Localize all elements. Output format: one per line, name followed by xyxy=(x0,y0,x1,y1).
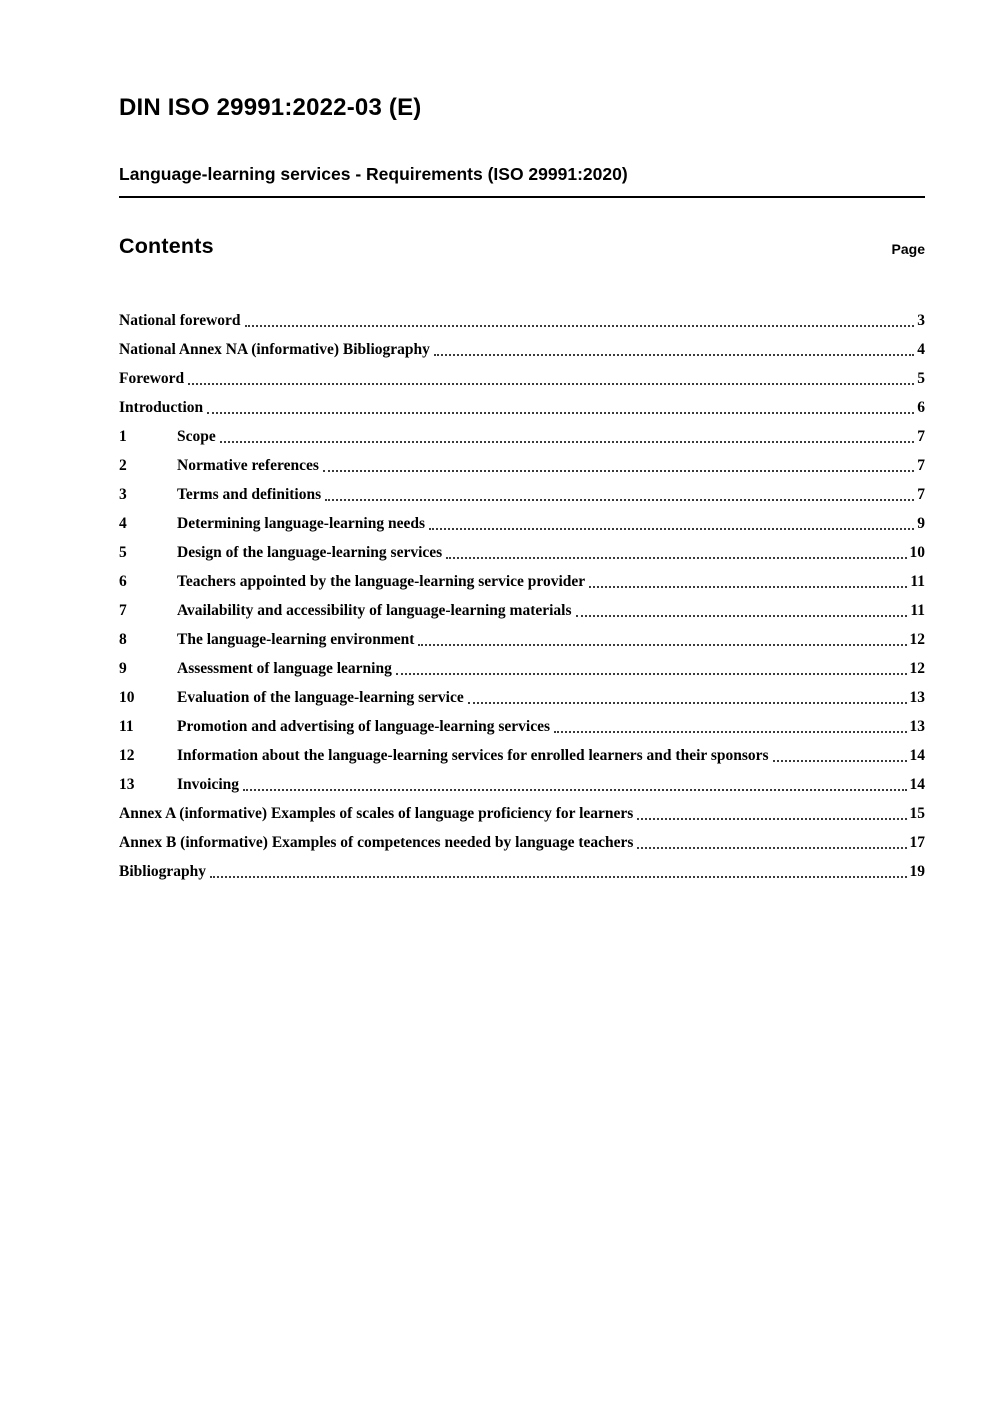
toc-entry xyxy=(119,543,925,563)
toc-leader-dots xyxy=(243,789,906,791)
doc-title-rule xyxy=(119,164,925,198)
toc-entry-number: 5 xyxy=(119,544,127,561)
toc-entry-number: 9 xyxy=(119,660,127,677)
toc-entry xyxy=(119,340,925,360)
toc-entry-title: Terms and definitions xyxy=(177,486,322,503)
toc-entry-number: 6 xyxy=(119,573,127,590)
toc-leader-dots xyxy=(325,499,914,501)
toc-entry-title: Teachers appointed by the language-learning service provider xyxy=(177,573,586,590)
toc-leader-dots xyxy=(207,412,914,414)
toc-leader-dots xyxy=(554,731,907,733)
toc-leader-dots xyxy=(210,876,907,878)
toc-entry-title: Assessment of language learning xyxy=(177,660,392,677)
toc-leader-dots xyxy=(773,760,907,762)
toc-entry xyxy=(119,311,925,331)
toc-entry-page: 7 xyxy=(917,428,925,445)
toc-entry-title: Annex A (informative) Examples of scales of language proficiency for learners xyxy=(119,805,634,822)
toc-entry-number: 13 xyxy=(119,776,135,793)
toc-entry-page: 3 xyxy=(917,312,925,329)
toc-entry-title: National foreword xyxy=(119,312,241,329)
toc-entry-page: 13 xyxy=(909,718,925,735)
toc-entry xyxy=(119,862,925,882)
toc-leader-dots xyxy=(220,441,915,443)
toc-entry xyxy=(119,456,925,476)
toc-entry-number: 3 xyxy=(119,486,127,503)
toc-entry-number: 8 xyxy=(119,631,127,648)
toc-entry xyxy=(119,398,925,418)
toc-entry xyxy=(119,369,925,389)
toc-entry-title: The language-learning environment xyxy=(177,631,415,648)
toc-leader-dots xyxy=(589,586,907,588)
toc-entry xyxy=(119,514,925,534)
toc-entry-page: 6 xyxy=(917,399,925,416)
toc-entry-title: Bibliography xyxy=(119,863,206,880)
toc-entry-page: 17 xyxy=(909,834,925,851)
toc-entry-title: Design of the language-learning services xyxy=(177,544,443,561)
toc-entry-page: 11 xyxy=(910,573,925,590)
toc-entry xyxy=(119,775,925,795)
toc-entry-title: Annex B (informative) Examples of competences needed by language teachers xyxy=(119,834,634,851)
toc-entry-number: 2 xyxy=(119,457,127,474)
toc-entry-page: 13 xyxy=(909,689,925,706)
toc-entry xyxy=(119,688,925,708)
toc-entry-title: Evaluation of the language-learning service xyxy=(177,689,464,706)
toc-entry-page: 11 xyxy=(910,602,925,619)
toc-entry-page: 14 xyxy=(909,776,925,793)
toc-leader-dots xyxy=(446,557,906,559)
toc-entry-number: 12 xyxy=(119,747,135,764)
toc-leader-dots xyxy=(418,644,906,646)
toc-leader-dots xyxy=(576,615,908,617)
contents-heading: Contents xyxy=(119,234,214,258)
toc-leader-dots xyxy=(468,702,907,704)
toc-entry xyxy=(119,427,925,447)
toc-entry xyxy=(119,659,925,679)
doc-title: Language-learning services - Requirements (ISO 29991:2020) xyxy=(119,164,628,184)
toc-entry-title: Invoicing xyxy=(177,776,240,793)
doc-code: DIN ISO 29991:2022-03 (E) xyxy=(119,94,422,121)
toc-entry-title: Introduction xyxy=(119,399,204,416)
toc-entry-page: 12 xyxy=(909,631,925,648)
toc-entry-title: Scope xyxy=(177,428,216,445)
toc-entry-page: 7 xyxy=(917,486,925,503)
toc-entry-title: Information about the language-learning services for enrolled learners and their sponsors xyxy=(177,747,769,764)
toc-leader-dots xyxy=(637,818,906,820)
toc-entry-title: Foreword xyxy=(119,370,185,387)
contents-header-row xyxy=(119,234,925,259)
toc-entry xyxy=(119,804,925,824)
toc-entry xyxy=(119,833,925,853)
toc-entry-page: 19 xyxy=(909,863,925,880)
toc-leader-dots xyxy=(245,325,915,327)
toc-entry-title: Promotion and advertising of language-learning services xyxy=(177,718,550,735)
toc-entry-page: 7 xyxy=(917,457,925,474)
toc-leader-dots xyxy=(396,673,907,675)
toc-entry xyxy=(119,746,925,766)
toc-entry-title: National Annex NA (informative) Bibliography xyxy=(119,341,430,358)
toc-entry xyxy=(119,717,925,737)
toc-entry-number: 7 xyxy=(119,602,127,619)
toc-entry-page: 4 xyxy=(917,341,925,358)
toc-entry-number: 1 xyxy=(119,428,127,445)
toc-entry xyxy=(119,630,925,650)
toc-entry-number: 4 xyxy=(119,515,127,532)
toc-entry-title: Normative references xyxy=(177,457,319,474)
toc-entry-page: 9 xyxy=(917,515,925,532)
toc-entry-title: Determining language-learning needs xyxy=(177,515,425,532)
toc-entry-number: 10 xyxy=(119,689,135,706)
toc-entry-title: Availability and accessibility of language-learning materials xyxy=(177,602,572,619)
toc-entry xyxy=(119,485,925,505)
toc-entry xyxy=(119,601,925,621)
toc-leader-dots xyxy=(323,470,914,472)
toc-entry xyxy=(119,572,925,592)
toc-leader-dots xyxy=(434,354,914,356)
toc-entry-page: 14 xyxy=(909,747,925,764)
toc-leader-dots xyxy=(429,528,914,530)
page-column-label: Page xyxy=(891,241,925,257)
toc-entry-page: 15 xyxy=(909,805,925,822)
toc-leader-dots xyxy=(188,383,914,385)
toc-leader-dots xyxy=(637,847,906,849)
toc-entry-number: 11 xyxy=(119,718,134,735)
toc-entry-page: 5 xyxy=(917,370,925,387)
toc-list xyxy=(119,311,925,882)
toc-entry-page: 10 xyxy=(909,544,925,561)
toc-entry-page: 12 xyxy=(909,660,925,677)
